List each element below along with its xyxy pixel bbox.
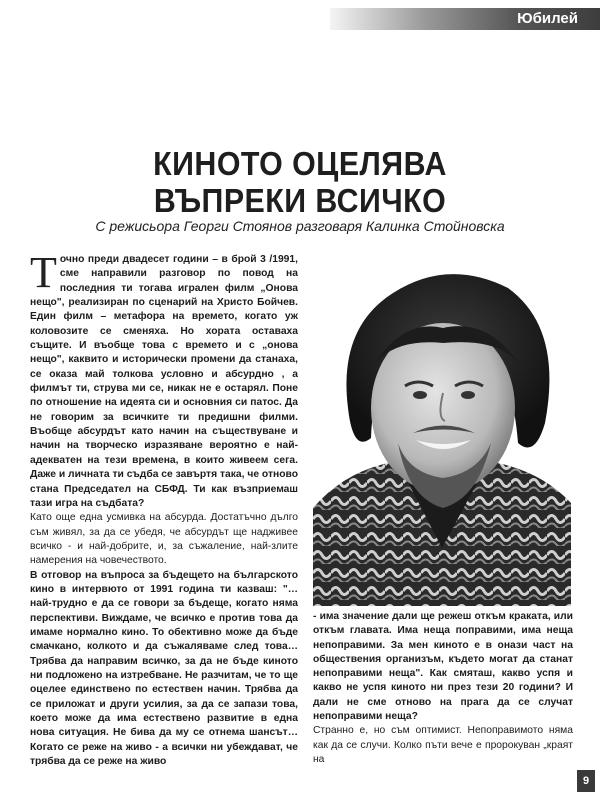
- title-line-1: КИНОТО ОЦЕЛЯВА: [153, 145, 447, 182]
- article-title: [24, 145, 576, 219]
- paragraph-answer-1: Като още една усмивка на абсурда. Достатъчно дълго съм живял, за да се убедя, че абсурдът ще надживее всичко - и най-добрите, и, за съжаление, най-злите намерения на човечеството.: [30, 512, 298, 567]
- portrait-photo: [313, 258, 571, 606]
- drop-cap: Т: [30, 248, 57, 297]
- page-number: 9: [577, 770, 595, 792]
- section-label: Юбилей: [517, 10, 578, 27]
- portrait-photo-illustration: [313, 258, 571, 606]
- paragraph-question-1: Точно преди двадесет години – в брой 3 /1991, сме направили разговор по повод на последния ти тогава игрален филм „Онова нещо", реализиран по сценарий на Христо Бойчев. Един филм – метафора на времето, когато уж коловозите се сменяха. Но хората оставаха същите. И въобще това с времето и с „онова нещо", каквито и исторически промени да станаха, се оказа май толкова условно и абсурдно , а филмът ти, струва ми се, никак не е остарял. Поне по отношение на идеята си и основния си патос. Да не говорим за всичките ти предишни филми. Въобще абсурдът като начин на съществуване и начин на творческо изразяване вероятно е най-адекватен на тези времена, в които живеем сега. Даже и личната ти съдба се завъртя така, че отново стана Председател на СБФД. Ти как възприемаш тази игра на съдбата?: [30, 248, 298, 509]
- paragraph-question-2: В отговор на въпроса за бъдещето на българското кино в интервюто от 1991 година ти казваш: "… най-трудно е да се говори за бъдеще, когато няма перспективи. Виждаме, че всичко е против това да имаме нормално кино. То обективно може да бъде смачкано, колкото и да съжаляваме след това… Трябва да направим всичко, за да не бъде киното ни подложено на изтребване. Не разчитам, че то ще оцелее единствено по естествен начин. Трябва да се приложат и други усилия, за да се запази това, което може да има естествено развитие в една нова ситуация. Не бива да му се отнема шансът… Когато се реже на живо - а всички ни убеждават, че трябва да се реже на живо: [30, 569, 298, 768]
- paragraph-answer-2: Странно е, но съм оптимист. Непоправимото няма как да се случи. Колко пъти вече е пророкуван „краят на: [313, 725, 573, 765]
- paragraph-question-2-continued: - има значение дали ще режеш откъм краката, или откъм главата. Има неща поправими, има неща непоправими. За мен киното е в онази част на обществения организъм, където могат да станат непоправими неща". Как смяташ, какво успя и какво не успя киното ни през тези 20 години? И дали не сме отново на прага да се случат непоправими неща?: [313, 611, 573, 723]
- right-column: [313, 610, 573, 767]
- title-line-2: ВЪПРЕКИ ВСИЧКО: [153, 182, 447, 219]
- left-column: [30, 248, 298, 769]
- section-tab: [330, 8, 600, 30]
- article-subtitle: С режисьора Георги Стоянов разговаря Калинка Стойновска: [95, 218, 505, 234]
